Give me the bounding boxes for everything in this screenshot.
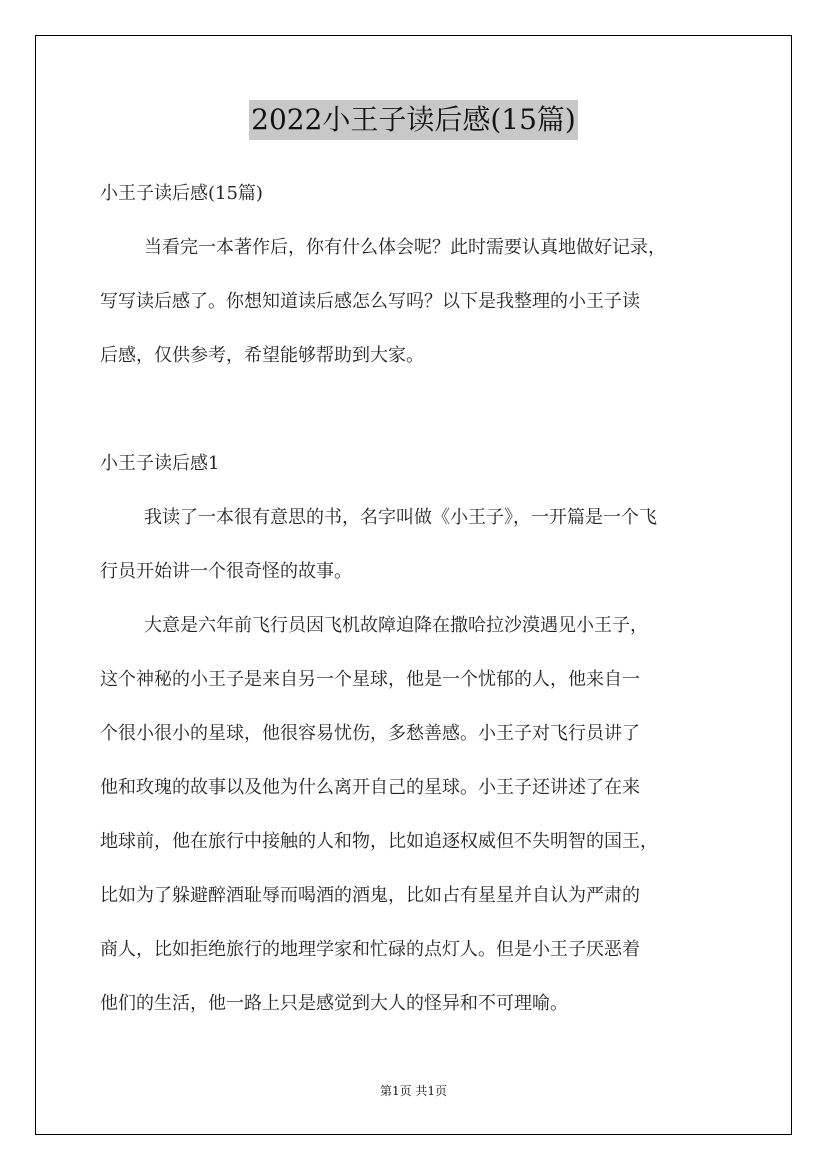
section-heading: 小王子读后感1 <box>100 453 220 474</box>
paragraph-line: 商人，比如拒绝旅行的地理学家和忙碌的点灯人。但是小王子厌恶着 <box>100 939 640 960</box>
paragraph-line: 个很小很小的星球，他很容易忧伤，多愁善感。小王子对飞行员讲了 <box>100 723 640 744</box>
intro-line: 后感，仅供参考，希望能够帮助到大家。 <box>100 345 424 366</box>
paragraph-line: 比如为了躲避醉酒耻辱而喝酒的酒鬼，比如占有星星并自认为严肃的 <box>100 885 640 906</box>
paragraph-line: 我读了一本很有意思的书，名字叫做《小王子》，一开篇是一个飞 <box>144 507 657 528</box>
paragraph-line: 行员开始讲一个很奇怪的故事。 <box>100 561 352 582</box>
intro-line: 写写读后感了。你想知道读后感怎么写吗？以下是我整理的小王子读 <box>100 291 640 312</box>
paragraph-line: 他和玫瑰的故事以及他为什么离开自己的星球。小王子还讲述了在来 <box>100 777 640 798</box>
paragraph-line: 地球前，他在旅行中接触的人和物，比如追逐权威但不失明智的国王， <box>100 831 658 852</box>
page-footer: 第1页 共1页 <box>379 1084 448 1098</box>
document-title: 2022小王子读后感(15篇) <box>249 100 578 140</box>
intro-line: 当看完一本著作后，你有什么体会呢？此时需要认真地做好记录， <box>144 237 666 258</box>
paragraph-line: 大意是六年前飞行员因飞机故障迫降在撒哈拉沙漠遇见小王子， <box>144 615 648 636</box>
paragraph-line: 这个神秘的小王子是来自另一个星球，他是一个忧郁的人，他来自一 <box>100 669 640 690</box>
title-container <box>0 100 827 140</box>
subtitle: 小王子读后感(15篇) <box>100 183 263 204</box>
paragraph-line: 他们的生活，他一路上只是感觉到大人的怪异和不可理喻。 <box>100 993 568 1014</box>
